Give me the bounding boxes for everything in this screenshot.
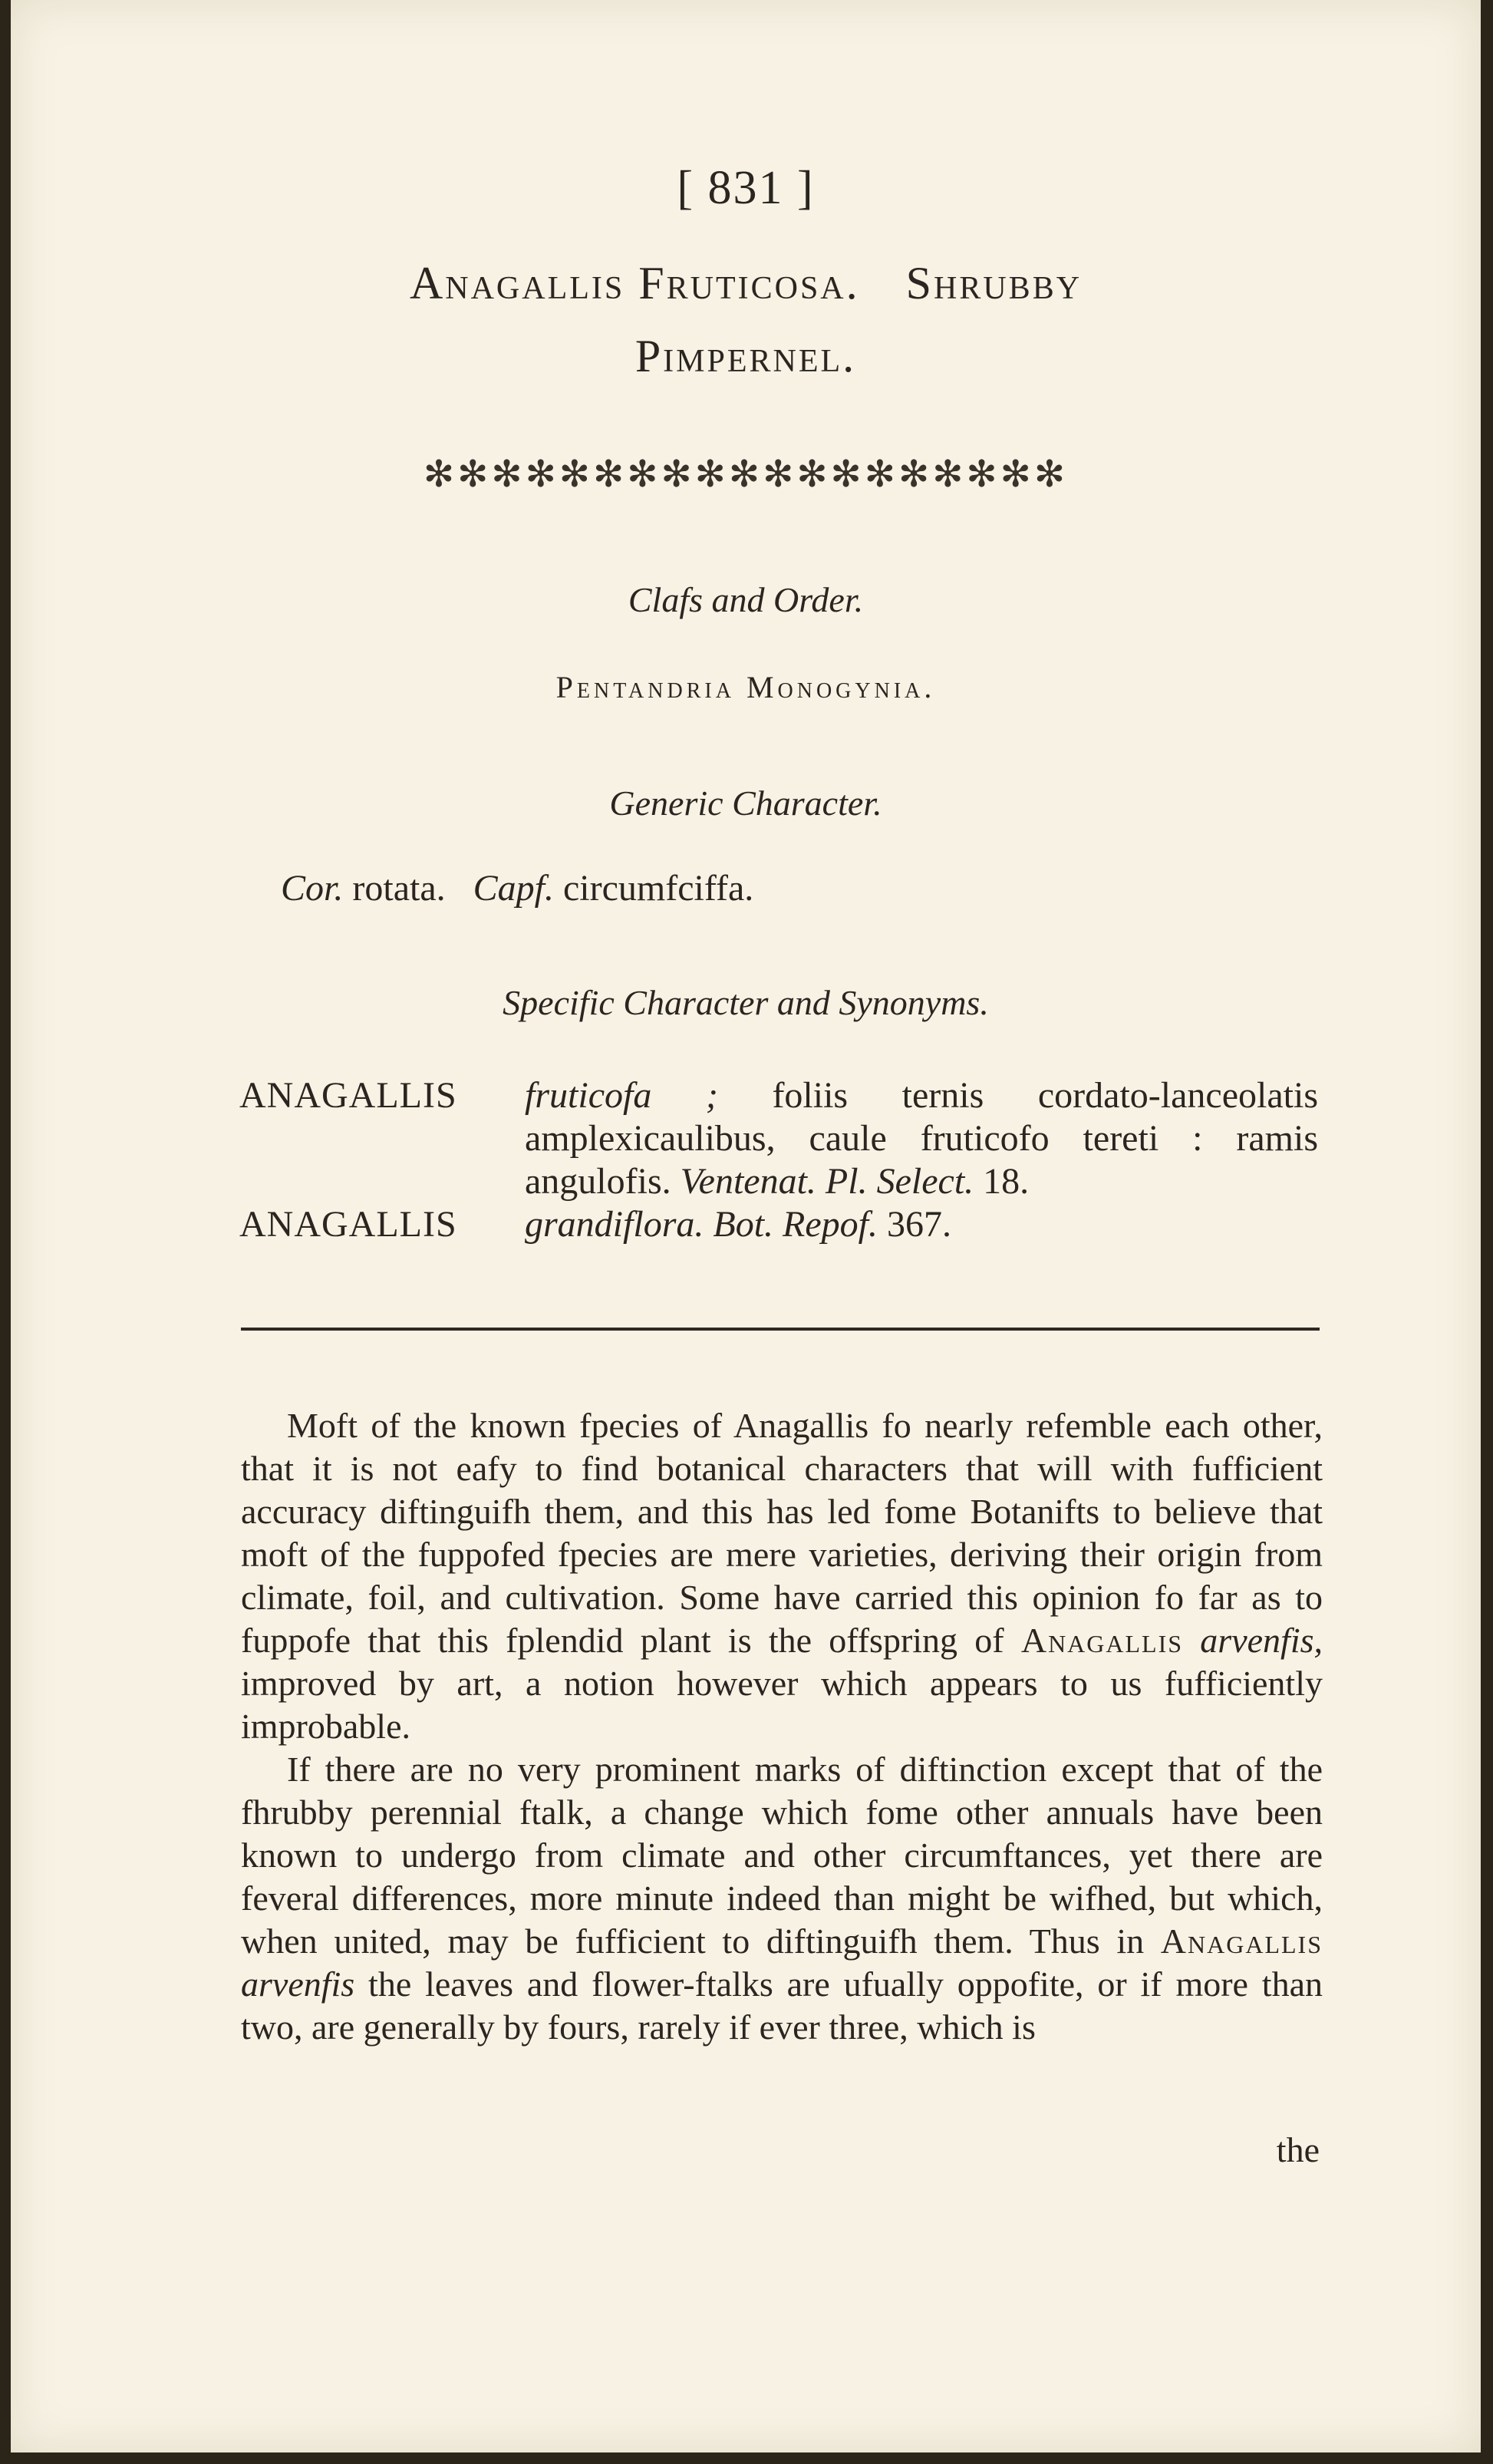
paragraph-text: If there are no very prominent marks of diftinction except that of the fhrubby perennial ftalk, a change which fome other annuals have been known to undergo from climate and other circumftances, yet there are feveral differences, more minute indeed than might be wifhed, but which, when united, may be fufficient to diftinguifh them. Thus in	[241, 1750, 1323, 1961]
page-number: [ 831 ]	[677, 162, 815, 214]
synonym-description	[525, 1203, 1318, 1246]
synonym-genus: ANAGALLIS	[239, 1075, 457, 1116]
species-genus: Anagallis	[1020, 1621, 1184, 1660]
species-epithet: arvenfis	[241, 1964, 355, 2004]
title-common-name-part: Shrubby	[905, 258, 1083, 308]
synonym-reference: Bot. Repof.	[713, 1204, 878, 1245]
paragraph-text: improved by art, a notion however which appears to us fufficiently improbable.	[241, 1664, 1323, 1746]
caps-label: Capf.	[473, 868, 554, 909]
body-text	[241, 1404, 1323, 2049]
paragraph-text: Moft of the known fpecies of Anagallis fo nearly refemble each other, that it is not eafy to find botanical characters that will with fufficient accuracy diftinguifh them, and this has led fome Botanifts to believe that moft of the fuppofed fpecies are mere varieties, deriving their origin from climate, foil, and cultivation. Some have carried this opinion fo far as to fuppofe that this fplendid plant is the offspring of	[241, 1406, 1323, 1660]
cor-value: rotata.	[352, 868, 446, 909]
page-title-continuation: Pimpernel.	[634, 331, 857, 381]
synonym-reference-number: 18.	[983, 1161, 1030, 1202]
caps-value: circumfciffa.	[563, 868, 754, 909]
synonym-epithet: fruticofa ;	[525, 1075, 718, 1116]
synonym-epithet: grandiflora.	[525, 1204, 704, 1245]
species-genus: Anagallis	[1160, 1921, 1323, 1961]
synonym-diagnosis: foliis ternis cordato-lanceolatis amplexicaulibus, caule fruticofo tereti : ramis angulofis.	[525, 1075, 1319, 1202]
horizontal-rule	[241, 1328, 1320, 1331]
synonym-reference: Ventenat. Pl. Select.	[680, 1161, 974, 1202]
generic-character-text	[281, 867, 753, 909]
synonym-genus: ANAGALLIS	[239, 1204, 457, 1245]
generic-character-heading: Generic Character.	[609, 783, 882, 823]
synonym-description	[525, 1074, 1318, 1203]
document-page	[11, 0, 1481, 2452]
paragraph-text: the leaves and flower-ftalks are ufually oppofite, or if more than two, are generally by fours, rarely if ever three, which is	[241, 1964, 1323, 2047]
class-order-value: Pentandria Monogynia.	[555, 670, 936, 704]
specific-character-heading: Specific Character and Synonyms.	[503, 983, 989, 1022]
synonym-reference-number: 367.	[887, 1204, 951, 1245]
ornament-divider: ✻✻✻✻✻✻✻✻✻✻✻✻✻✻✻✻✻✻✻	[423, 454, 1069, 495]
class-order-heading: Clafs and Order.	[628, 580, 864, 619]
paragraph	[241, 1404, 1323, 1748]
species-epithet: arvenfis,	[1200, 1621, 1323, 1660]
page-title	[11, 257, 1481, 310]
catchword: the	[1276, 2130, 1320, 2169]
cor-label: Cor.	[281, 868, 344, 909]
title-latin-name: Anagallis Fruticosa.	[409, 258, 860, 308]
paragraph	[241, 1748, 1323, 2049]
